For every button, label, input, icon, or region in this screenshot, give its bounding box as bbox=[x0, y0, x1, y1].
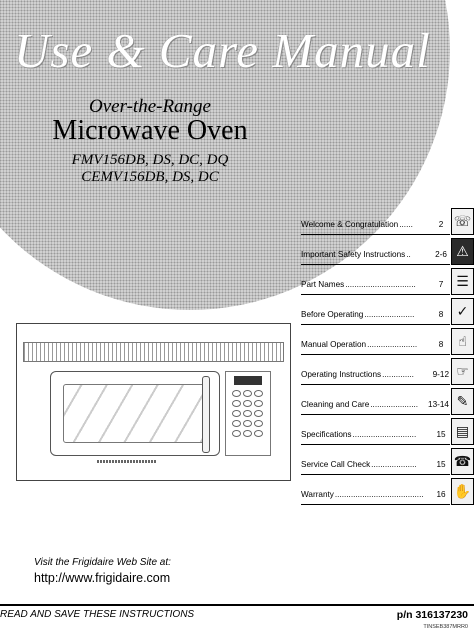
toc-page: 9-12 bbox=[432, 370, 449, 379]
website-prompt: Visit the Frigidaire Web Site at: bbox=[34, 557, 171, 568]
toc-item-warranty[interactable] bbox=[301, 478, 474, 508]
toc-page: 8 bbox=[438, 310, 444, 319]
brush-icon: ✎ bbox=[451, 388, 474, 415]
toc-label: Before Operating bbox=[301, 310, 364, 319]
keypad bbox=[232, 390, 266, 437]
product-name: Microwave Oven bbox=[52, 115, 248, 146]
toc-item-part-names[interactable] bbox=[301, 268, 474, 298]
toc-item-manual-operation[interactable] bbox=[301, 328, 474, 358]
toc-page: 2-6 bbox=[435, 250, 447, 259]
control-panel bbox=[225, 371, 271, 456]
spec-sheet-icon: ▤ bbox=[451, 418, 474, 445]
toc-divider bbox=[301, 384, 450, 385]
website-link[interactable]: http://www.frigidaire.com bbox=[34, 571, 171, 585]
toc-page: 15 bbox=[436, 460, 446, 469]
brand-badge bbox=[97, 460, 157, 463]
toc-page: 2 bbox=[438, 220, 444, 229]
document-number: TINSEB387MRR0 bbox=[423, 624, 468, 630]
toc-leader: ............................... bbox=[345, 280, 416, 289]
toc-leader: ...................... bbox=[364, 310, 415, 319]
toc-label: Manual Operation bbox=[301, 340, 367, 349]
model-numbers-line-2: CEMV156DB, DS, DC bbox=[81, 169, 219, 185]
toc-divider bbox=[301, 444, 450, 445]
toc-label: Warranty bbox=[301, 490, 334, 499]
toc-divider bbox=[301, 414, 450, 415]
toc-item-before-operating[interactable] bbox=[301, 298, 474, 328]
door-window bbox=[63, 384, 207, 443]
toc-item-service-call-check[interactable] bbox=[301, 448, 474, 478]
toc-label: Welcome & Congratulation bbox=[301, 220, 399, 229]
toc-label: Specifications bbox=[301, 430, 352, 439]
toc-item-welcome[interactable] bbox=[301, 208, 474, 238]
vent-grille bbox=[23, 342, 284, 362]
toc-label: Part Names bbox=[301, 280, 345, 289]
toc-divider bbox=[301, 294, 450, 295]
handshake-icon: ✋ bbox=[451, 478, 474, 505]
toc-page: 13-14 bbox=[428, 400, 449, 409]
toc-leader: ....................................... bbox=[334, 490, 424, 499]
toc-leader: .. bbox=[406, 250, 411, 259]
welcome-icon: ☏ bbox=[451, 208, 474, 235]
range-subtitle: Over-the-Range bbox=[88, 96, 211, 117]
phone-icon: ☎ bbox=[451, 448, 474, 475]
model-numbers-line-1: FMV156DB, DS, DC, DQ bbox=[71, 152, 229, 168]
toc-label: Cleaning and Care bbox=[301, 400, 370, 409]
toc-leader: .............. bbox=[382, 370, 414, 379]
toc-divider bbox=[301, 324, 450, 325]
toc-divider bbox=[301, 504, 450, 505]
microwave-door bbox=[50, 371, 220, 456]
manual-title: Use & Care Manual bbox=[14, 23, 431, 78]
toc-divider bbox=[301, 474, 450, 475]
toc-leader: ...................... bbox=[367, 340, 418, 349]
read-save-notice: READ AND SAVE THESE INSTRUCTIONS bbox=[0, 609, 195, 620]
toc-label: Operating Instructions bbox=[301, 370, 382, 379]
checklist-icon: ✓ bbox=[451, 298, 474, 325]
footer-divider bbox=[0, 604, 474, 606]
toc-item-cleaning-care[interactable] bbox=[301, 388, 474, 418]
parts-icon: ☰ bbox=[451, 268, 474, 295]
toc-label: Important Safety Instructions bbox=[301, 250, 406, 259]
toc-divider bbox=[301, 354, 450, 355]
toc-leader: .................... bbox=[371, 460, 417, 469]
toc-item-operating-instructions[interactable] bbox=[301, 358, 474, 388]
toc-page: 7 bbox=[438, 280, 444, 289]
microwave-illustration bbox=[16, 323, 291, 481]
toc-item-specifications[interactable] bbox=[301, 418, 474, 448]
hand-icon: ☝ bbox=[451, 328, 474, 355]
toc-divider bbox=[301, 264, 450, 265]
toc-label: Service Call Check bbox=[301, 460, 371, 469]
toc-divider bbox=[301, 234, 450, 235]
toc-page: 15 bbox=[436, 430, 446, 439]
toc-leader: ............................ bbox=[352, 430, 417, 439]
warning-icon: ⚠ bbox=[451, 238, 474, 265]
toc-page: 16 bbox=[436, 490, 446, 499]
control-display bbox=[234, 376, 262, 385]
door-handle bbox=[202, 376, 210, 453]
toc-leader: ...... bbox=[399, 220, 413, 229]
part-number: p/n 316137230 bbox=[396, 609, 468, 621]
toc-item-safety[interactable] bbox=[301, 238, 474, 268]
toc-page: 8 bbox=[438, 340, 444, 349]
finger-press-icon: ☞ bbox=[451, 358, 474, 385]
toc-leader: ..................... bbox=[370, 400, 419, 409]
